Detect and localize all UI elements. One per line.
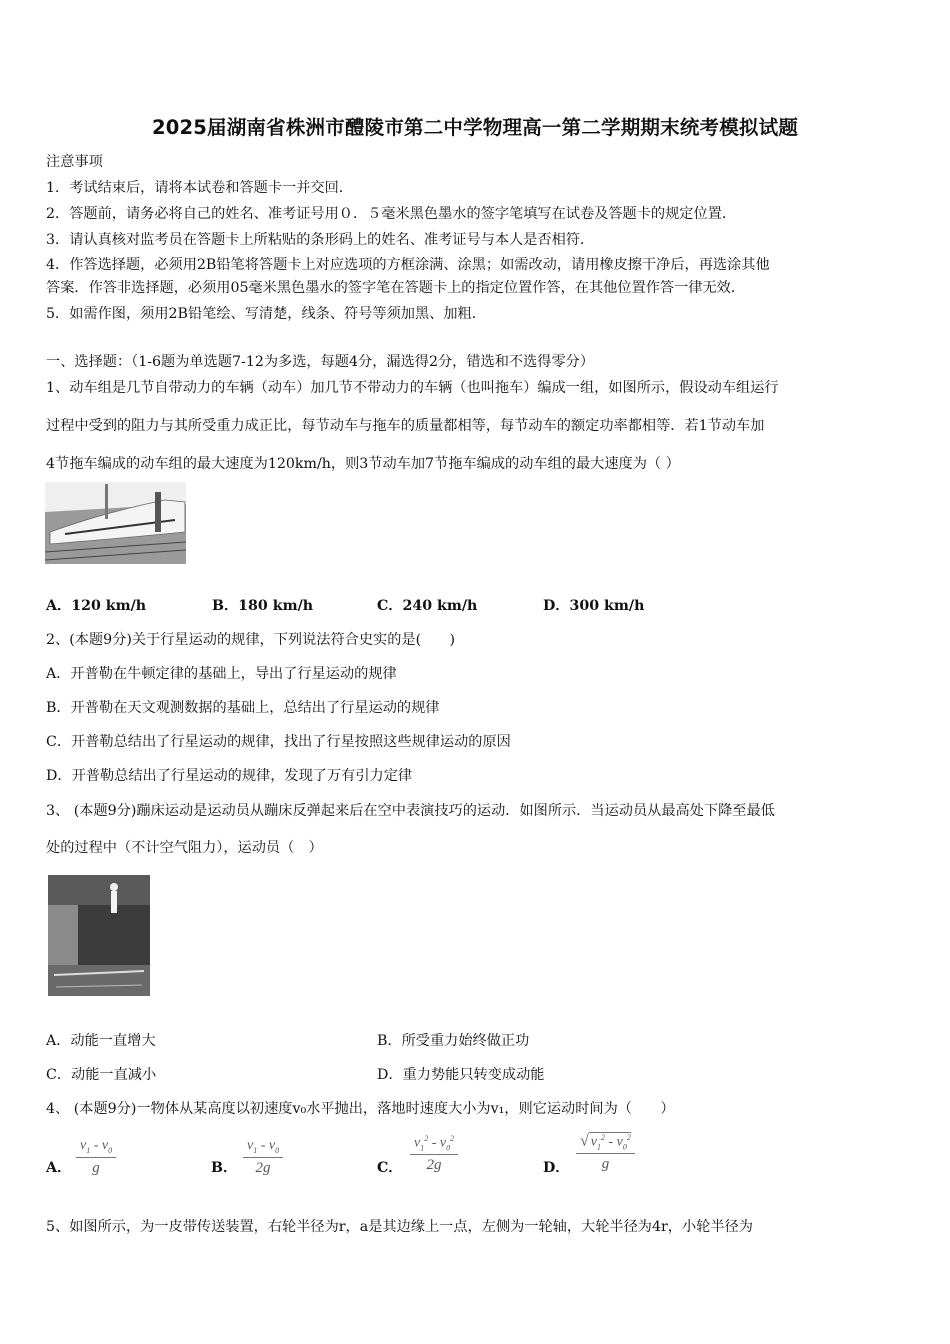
q4-formula-a: $v_1 - v_0$ g xyxy=(76,1138,116,1177)
q4-formula-b-den: 2g xyxy=(255,1159,271,1176)
q4-formula-a-den: g xyxy=(92,1159,100,1176)
q3-option-d: D．重力势能只转变成动能 xyxy=(377,1067,545,1083)
q4-formula-c-den: 2g xyxy=(426,1157,442,1174)
section-heading: 一、选择题：（1-6题为单选题7-12为多选，每题4分，漏选得2分，错选和不选得零分） xyxy=(46,354,595,370)
train-image xyxy=(45,482,186,564)
notice-item: 3．请认真核对监考员在答题卡上所粘贴的条形码上的姓名、准考证号与本人是否相符． xyxy=(46,232,595,248)
notice-item: 答案．作答非选择题，必须用05毫米黑色墨水的签字笔在答题卡上的指定位置作答，在其他位置作答一律无效． xyxy=(46,280,746,296)
question-5-stem: 5、如图所示，为一皮带传送装置，右轮半径为r，a是其边缘上一点，左侧为一轮轴，大轮半径为4r，小轮半径为 xyxy=(46,1219,753,1235)
notice-item: 2．答题前，请务必将自己的姓名、准考证号用０．５毫米黑色墨水的签字笔填写在试卷及答题卡的规定位置． xyxy=(46,206,737,222)
q1-option-d: D．300 km/h xyxy=(543,598,645,614)
q4-option-d-label: D． xyxy=(543,1160,570,1176)
q1-option-c: C．240 km/h xyxy=(377,598,478,614)
q2-option-a: A．开普勒在牛顿定律的基础上，导出了行星运动的规律 xyxy=(46,666,397,682)
q4-option-b-label: B． xyxy=(211,1160,238,1176)
question-1-text: 4节拖车编成的动车组的最大速度为120km/h，则3节动车加7节拖车编成的动车组的最大速度为（ ） xyxy=(46,456,680,472)
q2-option-d: D．开普勒总结出了行星运动的规律，发现了万有引力定律 xyxy=(46,768,413,784)
q1-option-a: A．120 km/h xyxy=(46,598,147,614)
question-3-text: 3、 (本题9分)蹦床运动是运动员从蹦床反弹起来后在空中表演技巧的运动．如图所示．当运动员从最高处下降至最低 xyxy=(46,803,775,819)
notice-item: 1．考试结束后，请将本试卷和答题卡一并交回． xyxy=(46,180,353,196)
q4-option-a-label: A． xyxy=(46,1160,72,1176)
page-title: 2025届湖南省株洲市醴陵市第二中学物理高一第二学期期末统考模拟试题 xyxy=(151,116,799,139)
question-4-stem: 4、 (本题9分)一物体从某高度以初速度v₀水平抛出，落地时速度大小为v₁，则它运动时间为（ ） xyxy=(46,1101,675,1117)
trampoline-image xyxy=(48,875,150,996)
notice-item: 4．作答选择题，必须用2B铅笔将答题卡上对应选项的方框涂满、涂黑；如需改动，请用橡皮擦干净后，再选涂其他 xyxy=(46,257,770,273)
notice-heading: 注意事项 xyxy=(46,154,103,170)
q4-option-c-label: C． xyxy=(377,1160,403,1176)
q2-option-b: B．开普勒在天文观测数据的基础上，总结出了行星运动的规律 xyxy=(46,700,440,716)
notice-item: 5．如需作图，须用2B铅笔绘、写清楚，线条、符号等须加黑、加粗． xyxy=(46,306,486,322)
q3-option-c: C．动能一直减小 xyxy=(46,1067,157,1083)
question-2-stem: 2、(本题9分)关于行星运动的规律，下列说法符合史实的是( ) xyxy=(46,632,456,648)
q3-option-b: B．所受重力始终做正功 xyxy=(377,1033,530,1049)
q1-option-b: B．180 km/h xyxy=(212,598,314,614)
q2-option-c: C．开普勒总结出了行星运动的规律，找出了行星按照这些规律运动的原因 xyxy=(46,734,511,750)
question-1-text: 过程中受到的阻力与其所受重力成正比，每节动车与拖车的质量都相等，每节动车的额定功率都相等．若1节动车加 xyxy=(46,418,765,434)
q3-option-a: A．动能一直增大 xyxy=(46,1033,156,1049)
q4-formula-d: √ $v_1^2 - v_0^2$ g xyxy=(576,1132,635,1173)
question-1-text: 1、动车组是几节自带动力的车辆（动车）加几节不带动力的车辆（也叫拖车）编成一组，如图所示，假设动车组运行 xyxy=(46,380,779,396)
q4-formula-c: $v_1^2 - v_0^2$ 2g xyxy=(410,1134,458,1174)
q4-formula-d-den: g xyxy=(601,1156,610,1173)
q4-formula-b: $v_1 - v_0$ 2g xyxy=(243,1138,283,1177)
question-3-text: 处的过程中（不计空气阻力），运动员（ ） xyxy=(46,840,323,856)
